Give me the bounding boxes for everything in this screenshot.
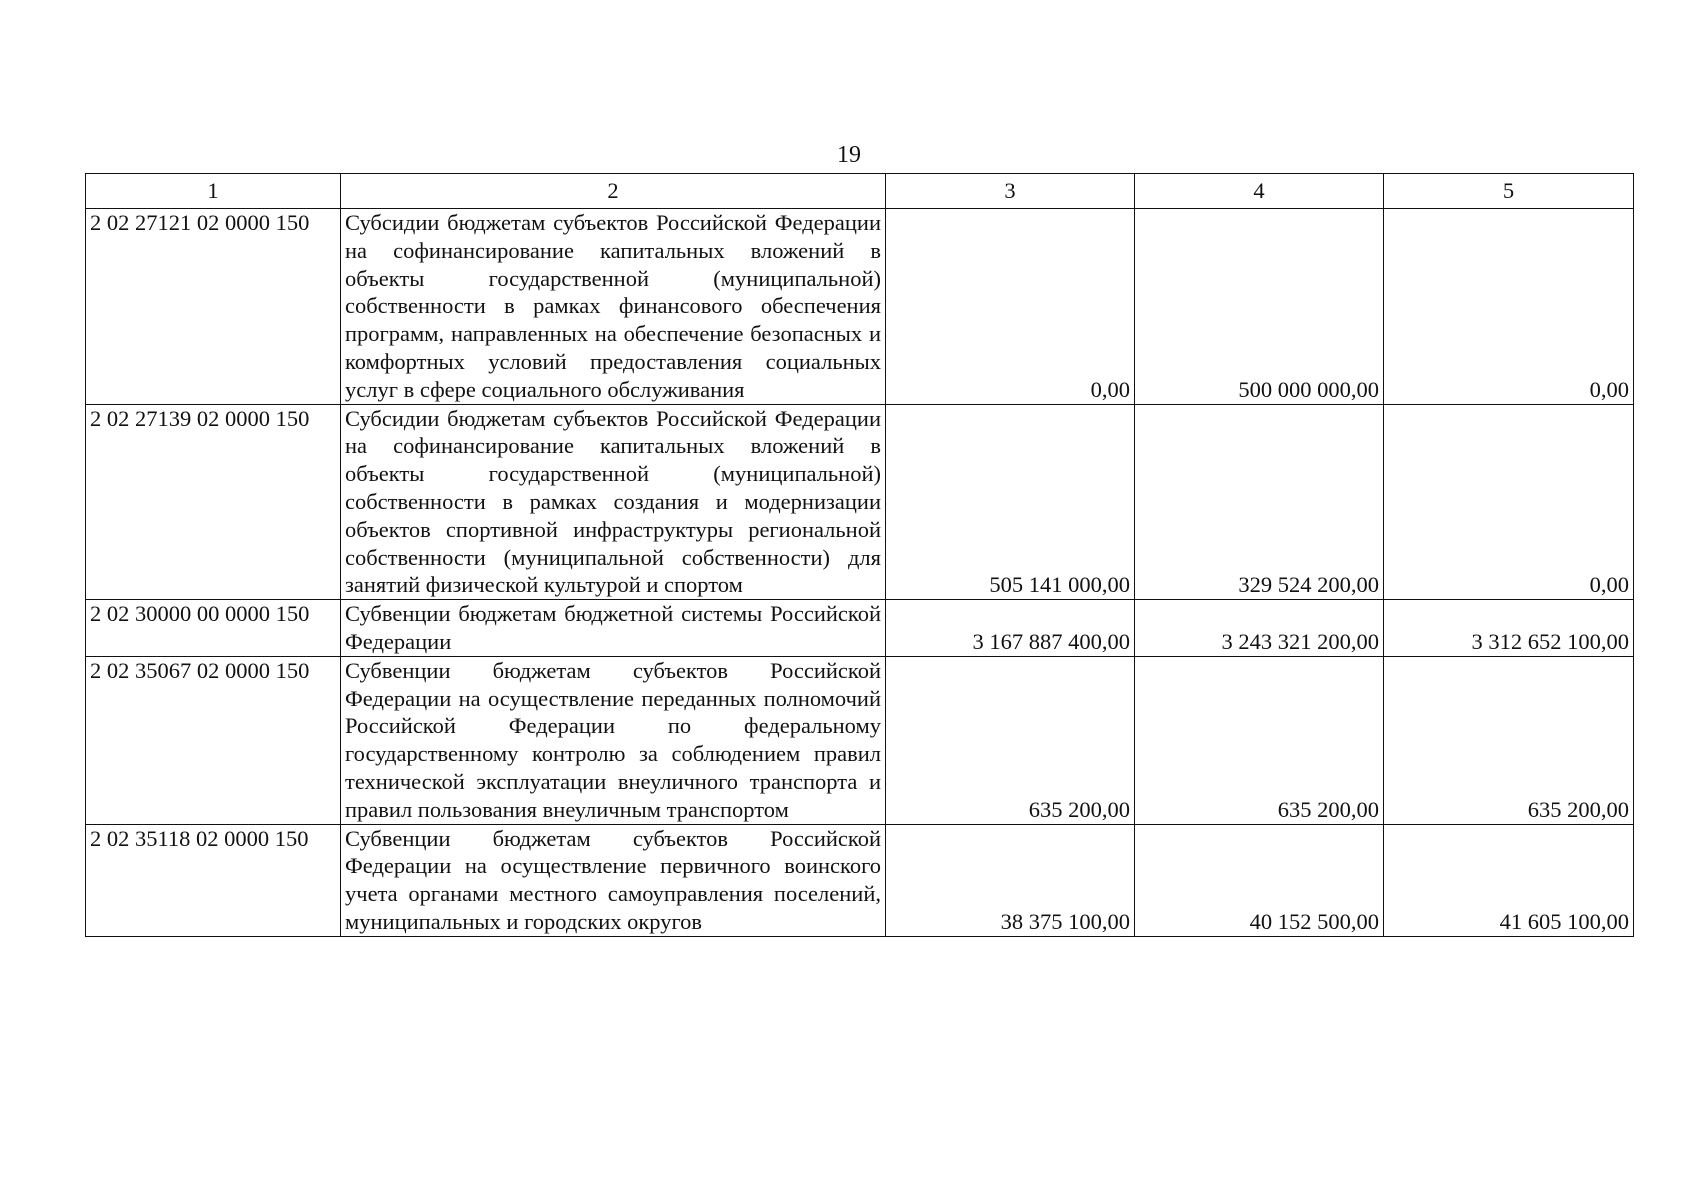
revenue-description: Субсидии бюджетам субъектов Российской Федерации на софинансирование капитальных вложений в объекты государственной (муниципальной) собственности в рамках создания и модернизации объектов спортивной инфраструктуры региональной собственности (муниципальной собственности) для занятий физической культурой и спортом <box>341 404 886 600</box>
amount-column-4: 635 200,00 <box>1135 656 1384 824</box>
revenue-description: Субвенции бюджетам субъектов Российской Федерации на осуществление переданных полномочий Российской Федерации по федеральному государственному контролю за соблюдением правил технической эксплуатации внеуличного транспорта и правил пользования внеуличным транспортом <box>341 656 886 824</box>
amount-column-4: 3 243 321 200,00 <box>1135 600 1384 657</box>
amount-column-3: 635 200,00 <box>886 656 1135 824</box>
revenue-description: Субвенции бюджетам субъектов Российской Федерации на осуществление первичного воинского учета органами местного самоуправления поселений, муниципальных и городских округов <box>341 824 886 936</box>
column-header-2: 2 <box>341 174 886 209</box>
budget-revenue-table <box>85 173 1634 937</box>
amount-column-5: 41 605 100,00 <box>1384 824 1634 936</box>
amount-column-5: 0,00 <box>1384 404 1634 600</box>
amount-column-3: 0,00 <box>886 209 1135 405</box>
amount-column-3: 3 167 887 400,00 <box>886 600 1135 657</box>
amount-column-4: 329 524 200,00 <box>1135 404 1384 600</box>
budget-code: 2 02 27121 02 0000 150 <box>86 209 341 405</box>
budget-code: 2 02 30000 00 0000 150 <box>86 600 341 657</box>
budget-code: 2 02 35118 02 0000 150 <box>86 824 341 936</box>
amount-column-3: 505 141 000,00 <box>886 404 1135 600</box>
amount-column-4: 500 000 000,00 <box>1135 209 1384 405</box>
amount-column-5: 3 312 652 100,00 <box>1384 600 1634 657</box>
table-header-row <box>86 174 1634 209</box>
table-row <box>86 600 1634 657</box>
amount-column-3: 38 375 100,00 <box>886 824 1135 936</box>
revenue-description: Субвенции бюджетам бюджетной системы Российской Федерации <box>341 600 886 657</box>
column-header-1: 1 <box>86 174 341 209</box>
column-header-4: 4 <box>1135 174 1384 209</box>
budget-code: 2 02 35067 02 0000 150 <box>86 656 341 824</box>
amount-column-5: 635 200,00 <box>1384 656 1634 824</box>
page-number: 19 <box>837 142 861 168</box>
table-row <box>86 404 1634 600</box>
column-header-5: 5 <box>1384 174 1634 209</box>
table-row <box>86 656 1634 824</box>
revenue-description: Субсидии бюджетам субъектов Российской Федерации на софинансирование капитальных вложений в объекты государственной (муниципальной) собственности в рамках финансового обеспечения программ, направленных на обеспечение безопасных и комфортных условий предоставления социальных услуг в сфере социального обслуживания <box>341 209 886 405</box>
table-row <box>86 209 1634 405</box>
column-header-3: 3 <box>886 174 1135 209</box>
amount-column-5: 0,00 <box>1384 209 1634 405</box>
amount-column-4: 40 152 500,00 <box>1135 824 1384 936</box>
table-row <box>86 824 1634 936</box>
budget-code: 2 02 27139 02 0000 150 <box>86 404 341 600</box>
